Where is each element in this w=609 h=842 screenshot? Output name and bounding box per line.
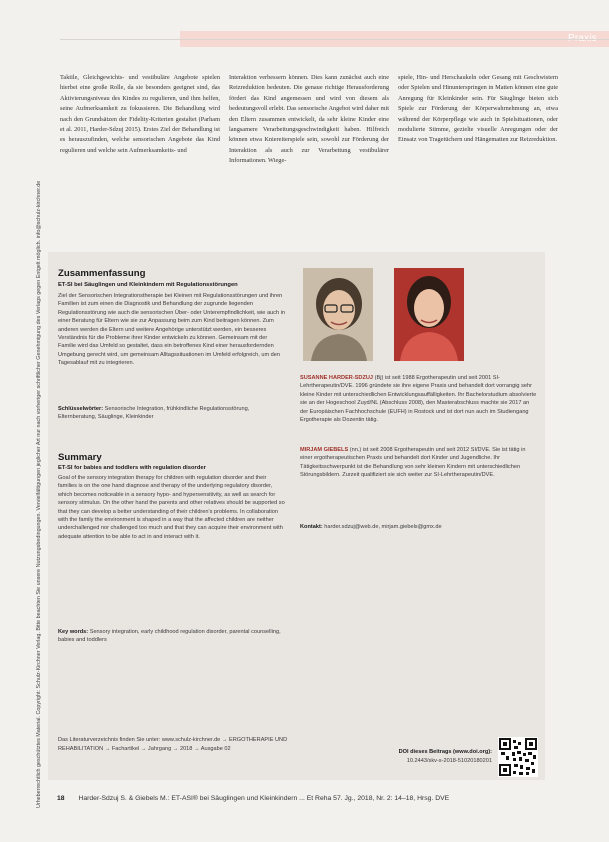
keywords-de-text: Sensorische Integration, frühkindliche Regulationsstörung, Elternberatung, Säuglinge, Kleinkinder [58,406,250,421]
side-copyright-text: Urheberrechtlich geschütztes Material. Copyright: Schulz-Kirchner Verlag. Bitte beachten Sie unsere Nutzungsbedingungen. Vervielfältigungen jeglicher Art nur nach vorheriger schriftlicher Genehmigung des Verlags gegen Entgelt möglich. info@schulz-kirchner.de [36,180,42,808]
contact-line [300,524,538,530]
doi-label: DOI dieses Beitrags (www.doi.org): [398,749,492,755]
summary-en-subtitle: ET-SI for babies and toddlers with regulation disorder [58,465,206,471]
keywords-en-label: Key words: [58,629,89,635]
body-column-2: Interaktion verbessern können. Dies kann zunächst auch eine Reizreduktion bedeuten. Die genaue richtige Herausforderung fördert das Kind angemessen und wird von diesem als bedeutungsvoll erlebt. Das sensorische Angebot wird daher mit den Eltern zusammen entwickelt, da sehr kleine Kinder eine langsamere Verarbeitungsgeschwindigkeit haben. Hilfreich können etwa Kniereiterspiele sein, sowohl zur Förderung der Interaktion als auch zur Verarbeitung vestibulärer Informationen. Wiege- [229,74,389,165]
qr-code-icon[interactable] [498,737,538,777]
summary-de-keywords [58,405,286,422]
body-column-1: Taktile, Gleichgewichts- und vestibuläre Angebote spielen hierbei eine große Rolle, da sie besonders geeignet sind, das Aktivierungsniveau des Kindes zu regulieren, und ihm helfen, seine Aufmerksamkeit zu fokussieren. Die Behandlung wird nach den Grundsätzen der Fidelity-Kriterien gestaltet (Parham et al. 2011, Harder-Sdzuj 2015). Erstes Ziel der Behandlung ist es herauszufinden, welche sensorischen Angebote das Kind regulieren und welche sein Aufmerksamkeits- und [60,74,220,154]
summary-en-body: Goal of the sensory integration therapy for children with regulation disorder and their families is on the one hand diagnose and therapy of the underlying regulatory disorder, which becomes noticeable in a sensory hypo- and hypersensitivity, as well as search for sensory stimulus. On the other hand the parents and other relatives should be supported so that they can develop a better understanding of their children's problems. In collaboration with the family the environment is shaped in a way that the affected children are neither underchallenged nor challenged too much and that they can acquire their environment with adequate attention to be able to act in and interact with it. [58,475,285,540]
doi-value[interactable]: 10.2443/skv-s-2018-51020180201 [406,757,492,764]
bio-name-giebels: MIRJAM GIEBELS [300,447,349,453]
keywords-de-label: Schlüsselwörter: [58,406,104,412]
doi-block [370,748,492,765]
keywords-en-text: Sensory integration, early childhood regulation disorder, parental counselling, babies and toddlers [58,629,281,644]
summary-de-subtitle: ET-SI bei Säuglingen und Kleinkindern mit Regulationsstörungen [58,282,238,288]
bio-giebels [300,446,538,480]
page-footer [57,795,557,802]
summary-en-keywords [58,628,286,645]
footer-citation: Harder-Sdzuj S. & Giebels M.: ET-ASI® bei Säuglingen und Kleinkindern ... Et Reha 57. Jg., 2018, Nr. 2: 14–18, Hrsg. DVE [78,795,450,802]
author-photo-harder-sdzuj [303,268,373,361]
bio-text-giebels: (nn.) ist seit 2008 Ergotherapeutin und seit 2012 SI/DVE. Sie ist tätig in einer ergotherapeutischen Praxis und behandelt dort Kinder und Jugendliche. Ihr Tätigkeitsschwerpunkt ist die Behandlung von sehr kleinen Kindern mit unterschiedlichen Störungsbildern. Zurzeit qualifiziert sie sich weiter zur SI-Lehrtherapeutin/DVE. [300,447,526,479]
contact-emails[interactable]: harder.sdzuj@web.de, mirjam.giebels@gmx.de [324,524,442,530]
body-column-3: spiele, Hin- und Herschaukeln oder Gesang mit Geschwistern oder Spielen und Hinunterspringen in Matten können eine gute Anregung für Kleinkinder sein. Für Säuglinge bieten sich Spiele zur Förderung der Körperwahrnehmung an, etwa während der Körperpflege wie auch in Spielsituationen, oder modulierte Stimme, gezielte visuelle Anregungen oder der Einsatz von Tragetüchern und Hängematten zur Reizreduktion. [398,74,558,144]
summary-en-title: Summary [58,452,102,463]
top-rule [60,39,609,40]
summary-de-title: Zusammenfassung [58,268,146,279]
bio-name-harder-sdzuj: SUSANNE HARDER-SDZUJ [300,375,374,381]
side-copyright-notice [30,48,42,808]
bio-text-harder-sdzuj: (Bj) ist seit 1988 Ergotherapeutin und seit 2001 SI-Lehrtherapeutin/DVE. 1996 gründete sie ihre eigene Praxis und behandelt dort vorrangig sehr kleine Kinder mit unterschiedlichen Entwicklungsauffälligkeiten. Ihr Bachelorstudium absolvierte sie an der Hogeschool Zuyd/NL (Abschluss 2008), den Masterabschluss machte sie 2017 an der Europäischen Fachhochschule (EUFH) in Rostock und ist dort nun auch im Studiengang Ergotherapie als Dozentin tätig. [300,375,537,424]
page-number: 18 [57,795,65,802]
author-photo-giebels [394,268,464,361]
contact-label: Kontakt: [300,524,323,530]
summary-de-body: Ziel der Sensorischen Integrationstherapie bei Kleinen mit Regulationsstörungen und ihren Familien ist zum einen die Diagnostik und Behandlung der zugrunde liegenden Regulationsstörung wie auch die sensorischen Über- oder Unterempfindlichkeit, wie auch in einer Beratung für Eltern wie sie zur Anpassung beim zum Kind beitragen können. Zum anderen werden die Eltern und weitere Angehörige unterstützt werden, ein besseres Verständnis für die Probleme ihrer Kinder entwickeln zu können. Gemeinsam mit der Familie wird das Umfeld so gestaltet, dass ein betroffenes Kind einer herausfordernden Umgebung gerecht wird, um gemeinsam Alltagssituationen im Umfeld erfolgreich, um den Tagesablauf mit zu integrieren. [58,293,285,367]
literature-note: Das Literaturverzeichnis finden Sie unter: www.schulz-kirchner.de → ERGOTHERAPIE UND REHABILITATION → Fachartikel → Jahrgang → 2018 → Ausgabe 02 [58,737,288,752]
bio-harder-sdzuj [300,374,538,424]
